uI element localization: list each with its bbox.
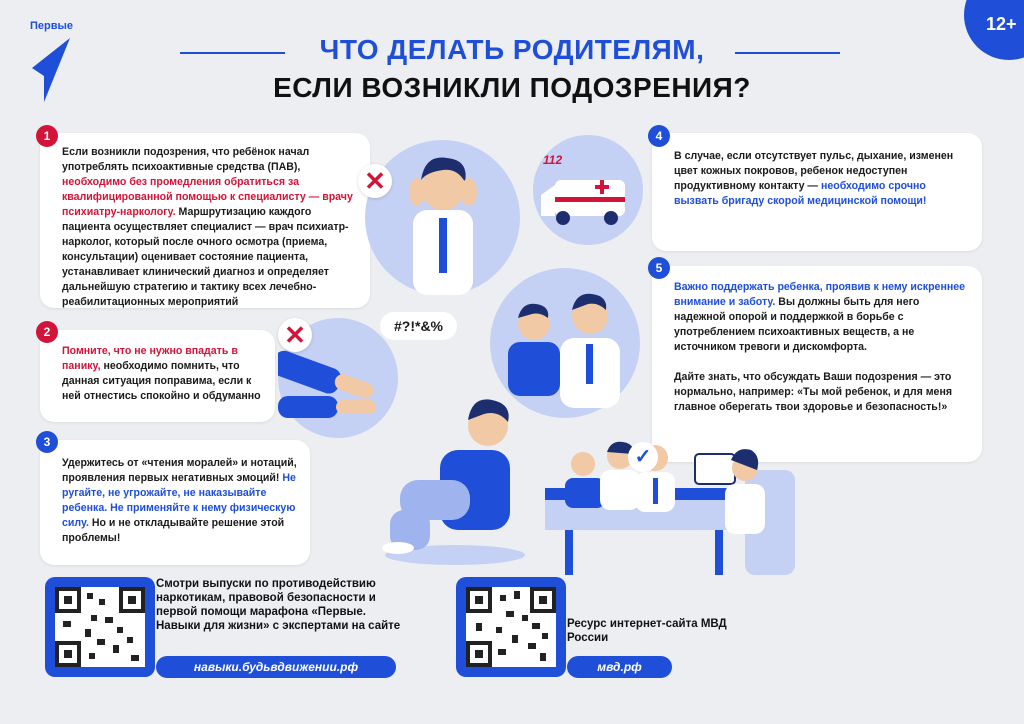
mvd-site-link[interactable]: мвд.рф xyxy=(567,656,672,678)
card-4-text-highlight: необходимо срочно вызвать бригаду скорой медицинской помощи! xyxy=(674,180,927,207)
advice-card-2 xyxy=(40,330,275,422)
qr-pattern-icon xyxy=(466,587,556,667)
qr-code-mvd[interactable] xyxy=(456,577,566,677)
qr-code-image xyxy=(466,587,556,667)
doctor-visit-icon xyxy=(545,440,805,575)
footer-right-text: Ресурс интернет-сайта МВД России xyxy=(567,618,727,644)
sad-teen-illustration xyxy=(380,390,530,570)
advice-card-1 xyxy=(40,133,370,308)
advice-card-3 xyxy=(40,440,310,565)
card-3-text-highlight: Не ругайте, не угрожайте, не наказывайте ребенка. Не применяйте к нему физическую силу. xyxy=(62,472,296,529)
check-mark-icon: ✓ xyxy=(628,442,658,472)
angry-speech-bubble: #?!*&% xyxy=(380,312,457,340)
card-1-text xyxy=(62,145,356,310)
card-5-text-b: Вы должны быть для него надежной опорой и поддержкой в борьбе с употреблением психоактивных веществ, а не источником тревоги и дискомфорта. xyxy=(674,296,920,353)
qr-code-image xyxy=(55,587,145,667)
card-5-text-highlight: Важно поддержать ребенка, проявив к нему искреннее внимание и заботу. xyxy=(674,281,966,308)
card-1-text-highlight: необходимо без промедления обратиться за квалифицированной помощью к специалисту — врачу психиатру-наркологу. xyxy=(62,176,353,218)
card-5-text-c: Дайте знать, что обсуждать Ваши подозрения — это нормально, например: «Ты мой ребенок, и для меня главное оберегать твои здоровье и безопасность!» xyxy=(674,371,953,413)
qr-pattern-icon xyxy=(55,587,145,667)
advice-card-4 xyxy=(652,133,982,251)
card-3-text-a: Удержитесь от «чтения моралей» и нотаций, проявления первых негативных эмоций! xyxy=(62,457,297,484)
card-1-number-badge: 1 xyxy=(36,125,58,147)
card-1-text-a: Если возникли подозрения, что ребёнок начал употреблять психоактивные средства (ПАВ), xyxy=(62,146,310,173)
emergency-number: 112 xyxy=(543,153,563,167)
navyki-site-link[interactable]: навыки.будьвдвижении.рф xyxy=(156,656,396,678)
ambulance-illustration xyxy=(533,135,643,245)
logo-text: Первые xyxy=(30,20,74,32)
card-2-text-b: необходимо помнить, что данная ситуация поправима, если к ней отнестись спокойно и обдуманно xyxy=(62,360,261,402)
card-2-number-badge: 2 xyxy=(36,321,58,343)
card-2-text xyxy=(62,344,263,404)
card-3-number-badge: 3 xyxy=(36,431,58,453)
card-4-text-a: В случае, если отсутствует пульс, дыхание, изменен цвет кожных покровов, ребенок недоступен продуктивному контакту — xyxy=(674,150,954,192)
card-3-text-c: Но и не откладывайте решение этой проблемы! xyxy=(62,517,285,544)
cross-mark-icon: ✕ xyxy=(358,164,392,198)
card-5-number-badge: 5 xyxy=(648,257,670,279)
card-1-text-c: Маршрутизацию каждого пациента осуществляет специалист — врач психиатр-нарколог, который после очного осмотра (приема, консультации) оценивает состояние пациента, устанавливает клинический диагноз и определяет дальнейшую стратегию и тактику всех лечебно-реабилитационных мероприятий xyxy=(62,206,349,308)
card-2-text-highlight: Помните, что не нужно впадать в панику, xyxy=(62,345,238,372)
cross-mark-icon: ✕ xyxy=(278,318,312,352)
card-4-number-badge: 4 xyxy=(648,125,670,147)
page-title-line1: ЧТО ДЕЛАТЬ РОДИТЕЛЯМ, xyxy=(319,34,705,65)
page-title-line2: ЕСЛИ ВОЗНИКЛИ ПОДОЗРЕНИЯ? xyxy=(273,72,751,103)
card-5-text xyxy=(674,280,968,355)
doctor-visit-illustration xyxy=(545,440,805,575)
card-4-text xyxy=(674,149,968,209)
sad-teen-icon xyxy=(380,390,530,570)
card-3-text xyxy=(62,456,298,546)
age-rating-text: 12+ xyxy=(986,14,1017,34)
advice-card-5 xyxy=(652,266,982,462)
ambulance-icon xyxy=(533,135,643,245)
qr-code-navyki[interactable] xyxy=(45,577,155,677)
footer-left-text: Смотри выпуски по противодействию наркотикам, правовой безопасности и первой помощи марафона «Первые. Навыки для жизни» с экспертами на сайте xyxy=(156,578,401,632)
